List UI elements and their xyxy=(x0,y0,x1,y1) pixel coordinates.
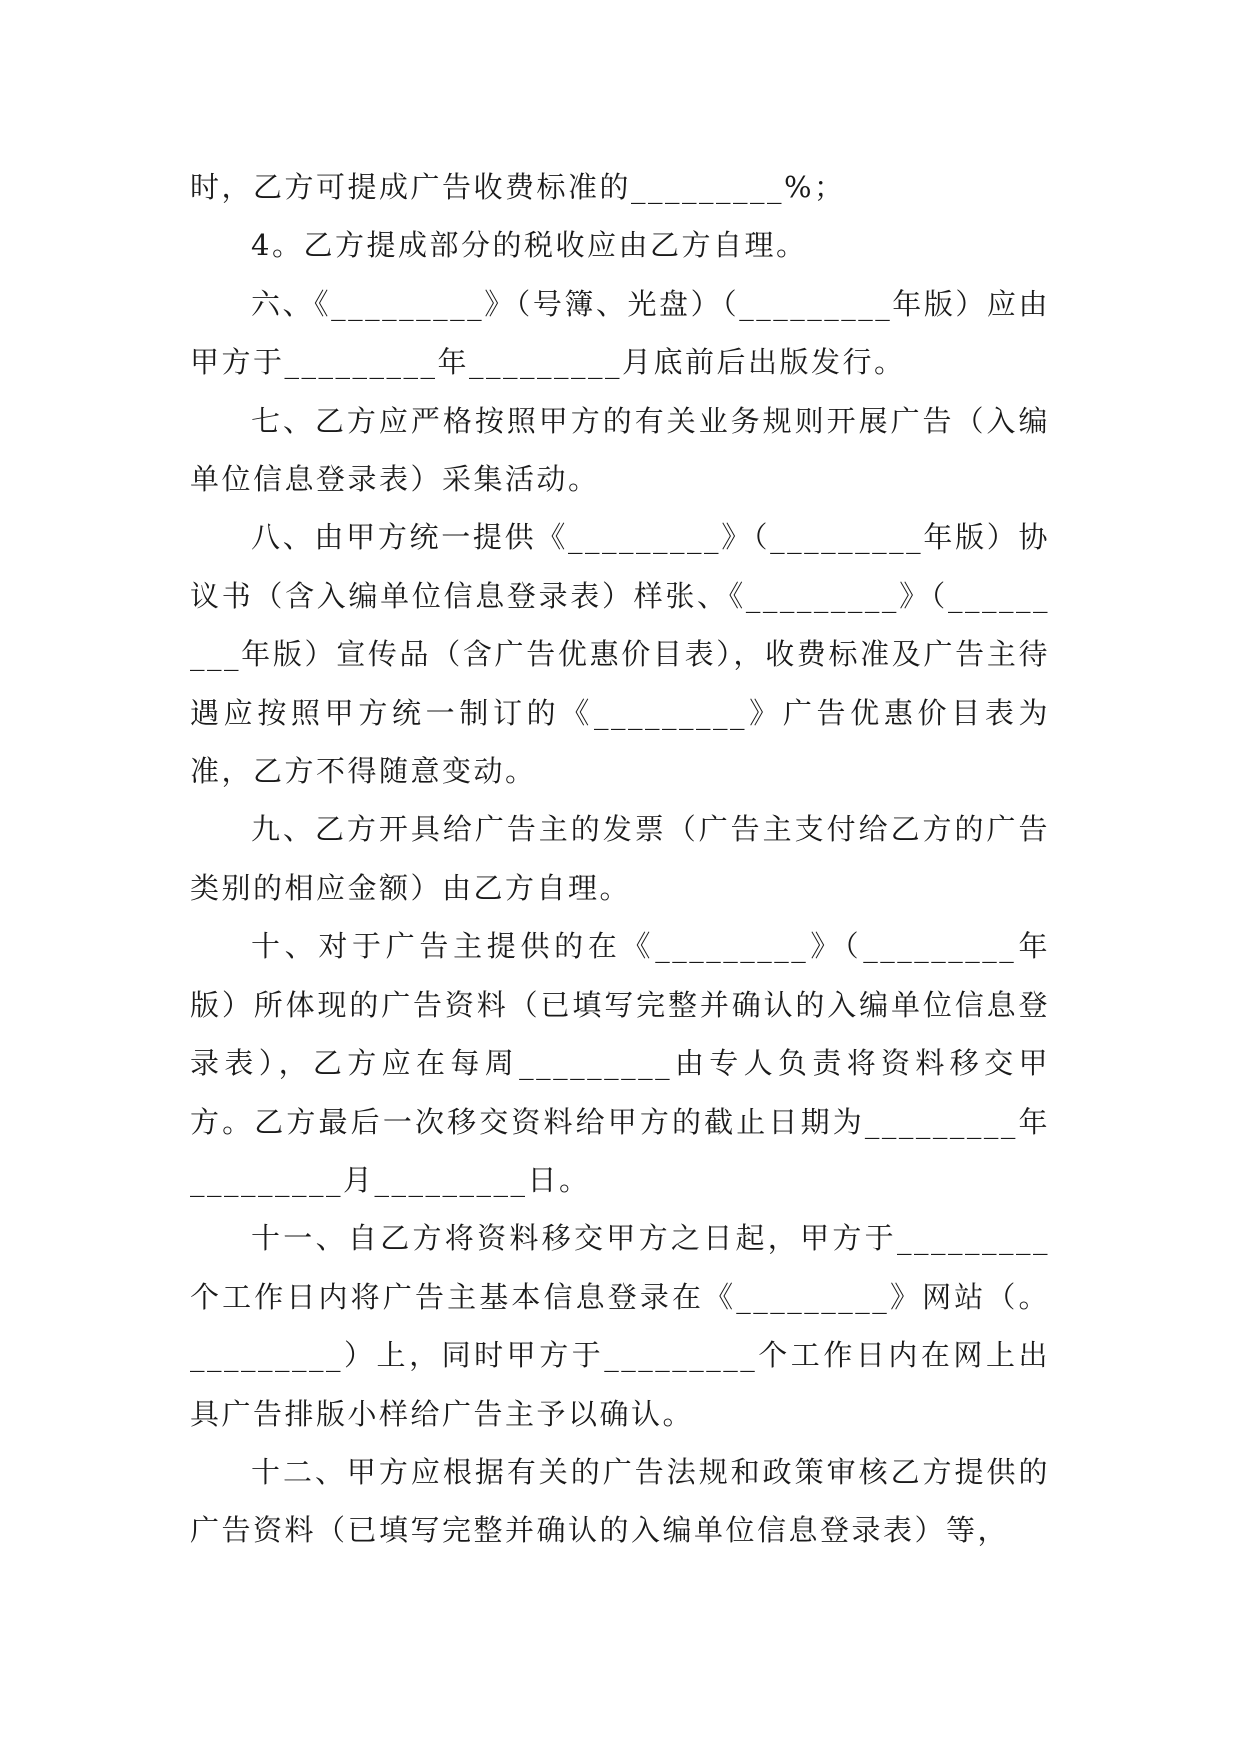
paragraph-clause-11: 十一、自乙方将资料移交甲方之日起，甲方于_________个工作日内将广告主基本信息登录在《_________》网站（。_________）上，同时甲方于_________个工作日内在网上出具广告排版小样给广告主予以确认。 xyxy=(190,1221,1050,1431)
paragraph-clause-7: 七、乙方应严格按照甲方的有关业务规则开展广告（入编单位信息登录表）采集活动。 xyxy=(190,403,1050,497)
paragraph-commission-rate: 时，乙方可提成广告收费标准的_________%； xyxy=(190,170,846,204)
document-body xyxy=(190,158,1050,1560)
paragraph-clause-12: 十二、甲方应根据有关的广告法规和政策审核乙方提供的广告资料（已填写完整并确认的入编单位信息登录表）等， xyxy=(190,1454,1050,1548)
paragraph-clause-8: 八、由甲方统一提供《_________》（_________年版）协议书（含入编单位信息登录表）样张、《_________》（_________年版）宣传品（含广告优惠价目表），收费标准及广告主待遇应按照甲方统一制订的《_________》广告优惠价目表为准，乙方不得随意变动。 xyxy=(190,520,1050,789)
paragraph-clause-9: 九、乙方开具给广告主的发票（广告主支付给乙方的广告类别的相应金额）由乙方自理。 xyxy=(190,812,1050,905)
paragraph-clause-10: 十、对于广告主提供的在《_________》（_________年版）所体现的广告资料（已填写完整并确认的入编单位信息登录表），乙方应在每周_________由专人负责将资料移交甲方。乙方最后一次移交资料给甲方的截止日期为_________年_________月_________日。 xyxy=(190,929,1050,1197)
paragraph-clause-4-tax: 4。乙方提成部分的税收应由乙方自理。 xyxy=(251,228,808,263)
paragraph-clause-6: 六、《_________》（号簿、光盘）（_________年版）应由甲方于_________年_________月底前后出版发行。 xyxy=(190,286,1050,380)
